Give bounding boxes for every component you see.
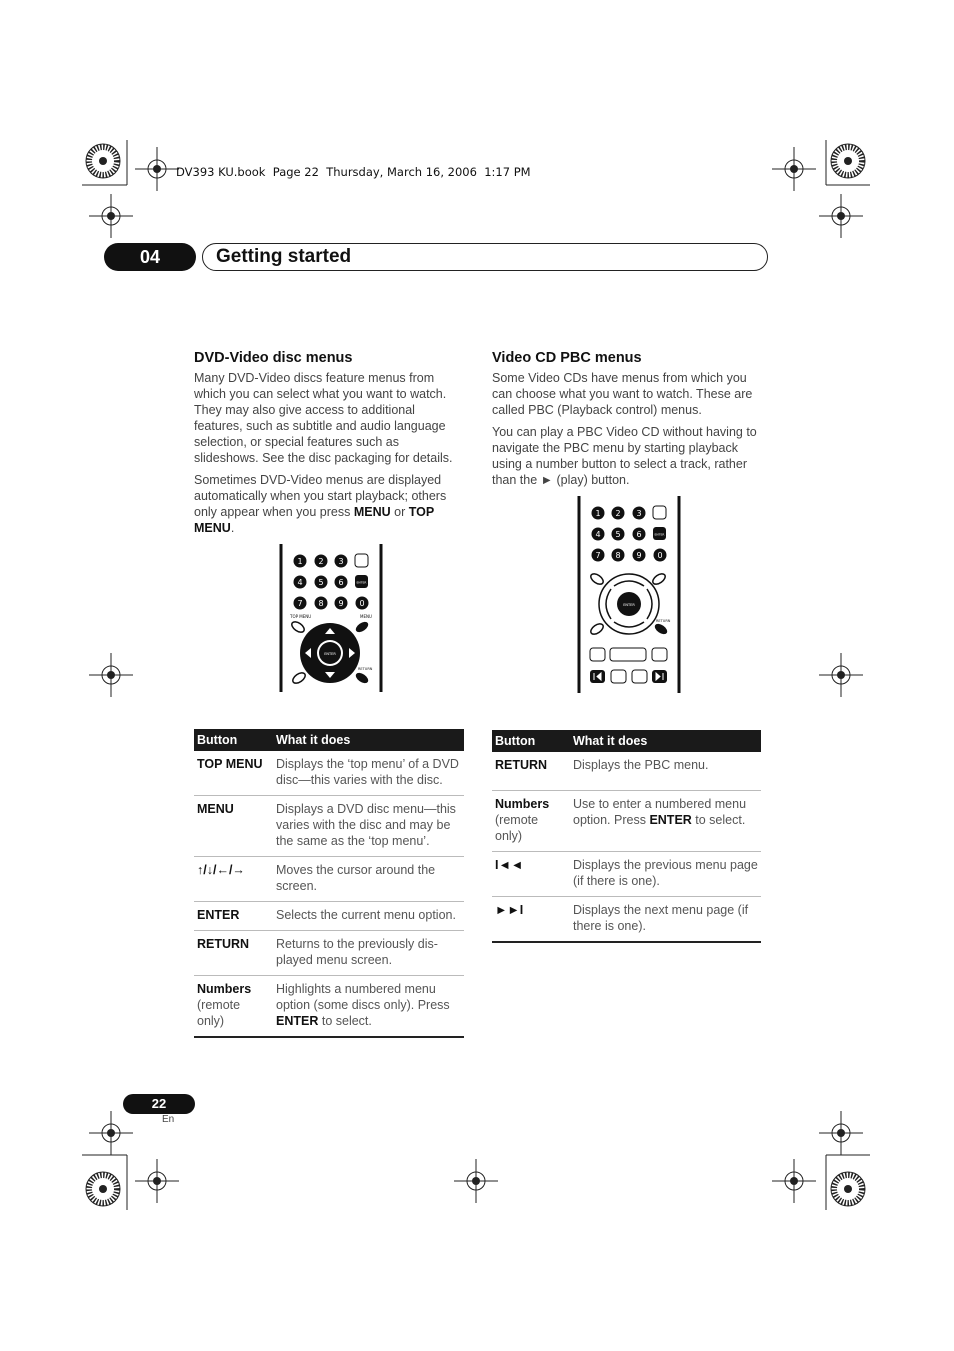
svg-text:6: 6	[636, 530, 642, 539]
table-row: Numbers (remote only) Use to enter a numbered menu option. Press ENTER to select.	[492, 791, 761, 852]
table-row: RETURN Returns to the previously dis-played menu screen.	[194, 931, 464, 976]
svg-text:0: 0	[359, 599, 365, 608]
dpad	[599, 574, 659, 634]
top-menu-label: TOP MENU	[290, 614, 312, 619]
svg-text:8: 8	[615, 551, 621, 560]
svg-text:9: 9	[636, 551, 642, 560]
skip-forward-key-icon	[652, 670, 667, 683]
table-row: ↑/↓/←/→ Moves the cursor around the screen.	[194, 857, 464, 902]
vcd-section	[492, 349, 766, 494]
svg-text:7: 7	[595, 551, 601, 560]
svg-text:0: 0	[657, 551, 663, 560]
table-header-button: Button	[194, 729, 273, 751]
vcd-remote-illustration	[576, 496, 682, 693]
skip-back-icon: I◄◄	[492, 852, 570, 897]
return-label: RETURN	[358, 667, 373, 671]
svg-text:6: 6	[338, 578, 344, 587]
chapter-number-badge: 04	[104, 243, 196, 271]
skip-forward-icon: ►►I	[492, 897, 570, 943]
skip-back-key-icon	[590, 670, 605, 683]
svg-text:7: 7	[297, 599, 303, 608]
arrow-keys-icon: ↑/↓/←/→	[194, 857, 273, 902]
table-header-what: What it does	[273, 729, 464, 751]
page-language: En	[162, 1114, 175, 1125]
svg-text:3: 3	[338, 557, 344, 566]
table-header-what: What it does	[570, 730, 761, 752]
svg-text:2: 2	[318, 557, 324, 566]
return-label: RETURN	[656, 619, 671, 623]
svg-text:1: 1	[595, 509, 601, 518]
svg-text:4: 4	[595, 530, 601, 539]
table-row: TOP MENU Displays the ‘top menu’ of a DVD disc—this varies with the disc.	[194, 751, 464, 796]
dvd-heading: DVD-Video disc menus	[194, 350, 353, 366]
svg-text:2: 2	[615, 509, 621, 518]
table-row: I◄◄ Displays the previous menu page (if there is one).	[492, 852, 761, 897]
dvd-section	[194, 349, 466, 542]
svg-text:ENTER: ENTER	[623, 603, 635, 607]
table-row: RETURN Displays the PBC menu.	[492, 752, 761, 791]
registration-mark-top	[82, 140, 870, 238]
table-row: ENTER Selects the current menu option.	[194, 902, 464, 931]
registration-mark-middle	[89, 653, 863, 697]
vcd-heading: Video CD PBC menus	[492, 350, 642, 366]
svg-text:4: 4	[297, 578, 303, 587]
vcd-paragraph-1: Some Video CDs have menus from which you can choose what you want to watch. These are called PBC (Playback control) menus.	[492, 371, 753, 417]
svg-text:ENTER: ENTER	[654, 532, 665, 537]
svg-text:ENTER: ENTER	[324, 652, 336, 656]
svg-text:9: 9	[338, 599, 344, 608]
svg-text:5: 5	[318, 578, 324, 587]
svg-text:5: 5	[615, 530, 621, 539]
table-row: Numbers (remote only) Highlights a numbered menu option (some discs only). Press ENTER to select.	[194, 976, 464, 1038]
dpad	[300, 623, 360, 683]
dvd-paragraph-1: Many DVD-Video discs feature menus from which you can select what you want to watch. They may also give access to additional features, such as subtitle and audio language selection, or special features such as slideshows. See the disc packaging for details.	[194, 371, 453, 465]
dvd-remote-illustration	[278, 544, 384, 692]
number-keys	[592, 506, 667, 562]
svg-text:3: 3	[636, 509, 642, 518]
menu-label: MENU	[360, 614, 372, 619]
svg-text:ENTER: ENTER	[356, 580, 367, 585]
dvd-button-table	[194, 729, 464, 1038]
book-header-line: DV393 KU.book Page 22 Thursday, March 16, 2006 1:17 PM	[176, 165, 531, 179]
svg-text:1: 1	[297, 557, 303, 566]
table-row: MENU Displays a DVD disc menu—this varies with the disc and may be the same as the ‘top menu’.	[194, 796, 464, 857]
table-row: ►►I Displays the next menu page (if there is one).	[492, 897, 761, 943]
vcd-paragraph-2: You can play a PBC Video CD without having to navigate the PBC menu by starting playback using a number button to select a track, rather than the ► (play) button.	[492, 425, 757, 487]
registration-mark-bottom	[82, 1111, 870, 1210]
dvd-paragraph-2: Sometimes DVD-Video menus are displayed automatically when you start playback; others only appear when you press MENU or TOP MENU.	[194, 473, 447, 535]
page-number: 22	[123, 1094, 195, 1114]
chapter-title: Getting started	[216, 246, 352, 267]
vcd-button-table	[492, 730, 761, 943]
number-keys	[294, 554, 369, 610]
table-header-button: Button	[492, 730, 570, 752]
svg-text:8: 8	[318, 599, 324, 608]
